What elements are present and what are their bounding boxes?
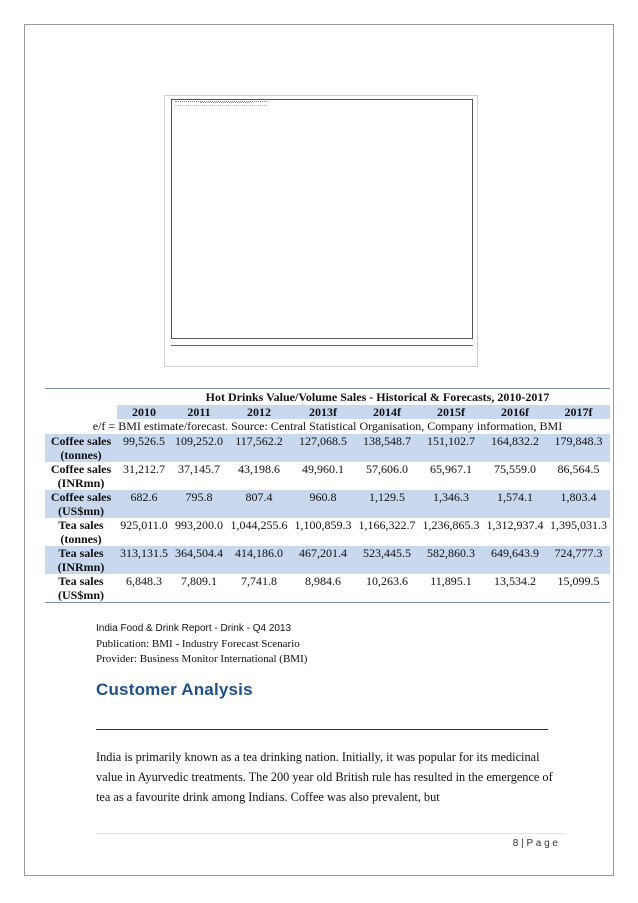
table-row	[45, 462, 610, 490]
table-cell: 117,562.2	[227, 434, 291, 462]
table-row	[45, 518, 610, 546]
table-cell: 523,445.5	[355, 546, 419, 574]
report-title: India Food & Drink Report - Drink - Q4 2013	[96, 623, 292, 634]
table-note: e/f = BMI estimate/forecast. Source: Central Statistical Organisation, Company information, BMI	[92, 419, 563, 433]
row-label: Coffee sales (tonnes)	[45, 434, 117, 462]
table-cell: 724,777.3	[547, 546, 610, 574]
table-cell: 138,548.7	[355, 434, 419, 462]
chart-plot-area	[171, 99, 473, 339]
year-header: 2016f	[483, 405, 547, 419]
table-cell: 993,200.0	[175, 518, 223, 532]
table-cell: 467,201.4	[291, 546, 355, 574]
table-cell: 15,099.5	[557, 574, 600, 588]
chart-image-frame	[164, 95, 478, 367]
sales-table-wrapper	[45, 388, 610, 603]
table-cell: 807.4	[227, 490, 291, 518]
year-header: 2011	[171, 405, 227, 419]
table-cell: 1,574.1	[483, 490, 547, 518]
table-cell: 164,832.2	[483, 434, 547, 462]
table-cell: 13,534.2	[494, 574, 536, 588]
table-cell: 1,312,937.4	[486, 518, 544, 532]
table-cell: 11,895.1	[430, 574, 472, 588]
year-header-row	[45, 405, 610, 419]
table-cell: 6,848.3	[126, 574, 162, 588]
table-cell: 7,741.8	[241, 574, 277, 588]
year-header: 2014f	[355, 405, 419, 419]
table-cell: 49,960.1	[302, 462, 344, 476]
table-cell: 960.8	[291, 490, 355, 518]
row-label: Tea sales (tonnes)	[58, 518, 104, 546]
table-cell: 925,011.0	[120, 518, 168, 532]
body-paragraph: India is primarily known as a tea drinking nation. Initially, it was popular for its medicinal value in Ayurvedic treatments. The 200 year old British rule has resulted in the emergence of tea as a favourite drink among Indians. Coffee was also prevalent, but	[96, 750, 553, 804]
row-label: Tea sales (INRmn)	[45, 546, 117, 574]
table-cell: 364,504.4	[171, 546, 227, 574]
table-cell: 109,252.0	[171, 434, 227, 462]
table-cell: 682.6	[117, 490, 171, 518]
row-label: Coffee sales (US$mn)	[45, 490, 117, 518]
source-block	[96, 621, 516, 667]
table-cell: 414,186.0	[227, 546, 291, 574]
table-cell: 86,564.5	[557, 462, 600, 476]
table-cell: 1,236,865.3	[422, 518, 480, 532]
table-cell: 31,212.7	[123, 462, 165, 476]
year-header: 2017f	[547, 405, 610, 419]
table-cell: 1,803.4	[547, 490, 610, 518]
table-cell: 582,860.3	[419, 546, 483, 574]
page-number: 8 | P a g e	[512, 838, 558, 849]
footer-divider	[96, 833, 566, 834]
table-cell: 127,068.5	[291, 434, 355, 462]
chart-header-strip-detail	[200, 102, 252, 104]
table-cell: 7,809.1	[181, 574, 217, 588]
table-caption: Hot Drinks Value/Volume Sales - Historical & Forecasts, 2010-2017	[205, 390, 550, 404]
section-heading: Customer Analysis	[96, 680, 253, 699]
table-cell: 43,198.6	[238, 462, 280, 476]
year-header: 2012	[227, 405, 291, 419]
year-header: 2010	[117, 405, 171, 419]
row-label: Coffee sales (INRmn)	[50, 462, 112, 490]
table-cell: 57,606.0	[366, 462, 408, 476]
hot-drinks-sales-table	[45, 389, 610, 602]
table-cell: 313,131.5	[117, 546, 171, 574]
table-cell: 1,395,031.3	[550, 518, 607, 532]
table-cell: 1,100,859.3	[294, 518, 352, 532]
corner-cell	[45, 405, 117, 419]
year-header: 2013f	[291, 405, 355, 419]
table-cell: 649,643.9	[483, 546, 547, 574]
table-row	[45, 546, 610, 574]
table-cell: 795.8	[171, 490, 227, 518]
publication-line: Publication: BMI - Industry Forecast Scenario	[96, 638, 300, 650]
table-cell: 1,346.3	[419, 490, 483, 518]
year-header: 2015f	[419, 405, 483, 419]
chart-baseline	[171, 345, 473, 346]
table-cell: 65,967.1	[430, 462, 472, 476]
table-cell: 1,129.5	[355, 490, 419, 518]
table-cell: 179,848.3	[547, 434, 610, 462]
table-cell: 10,263.6	[366, 574, 408, 588]
table-cell: 1,166,322.7	[358, 518, 416, 532]
table-cell: 99,526.5	[117, 434, 171, 462]
table-cell: 75,559.0	[494, 462, 536, 476]
table-cell: 151,102.7	[419, 434, 483, 462]
table-cell: 8,984.6	[305, 574, 341, 588]
table-cell: 1,044,255.6	[230, 518, 288, 532]
section-divider	[96, 729, 548, 730]
provider-line: Provider: Business Monitor International (BMI)	[96, 653, 308, 665]
table-row	[45, 574, 610, 602]
table-row	[45, 490, 610, 518]
table-note-row	[45, 419, 610, 434]
row-label: Tea sales (US$mn)	[57, 574, 104, 602]
table-row	[45, 434, 610, 462]
table-cell: 37,145.7	[178, 462, 220, 476]
